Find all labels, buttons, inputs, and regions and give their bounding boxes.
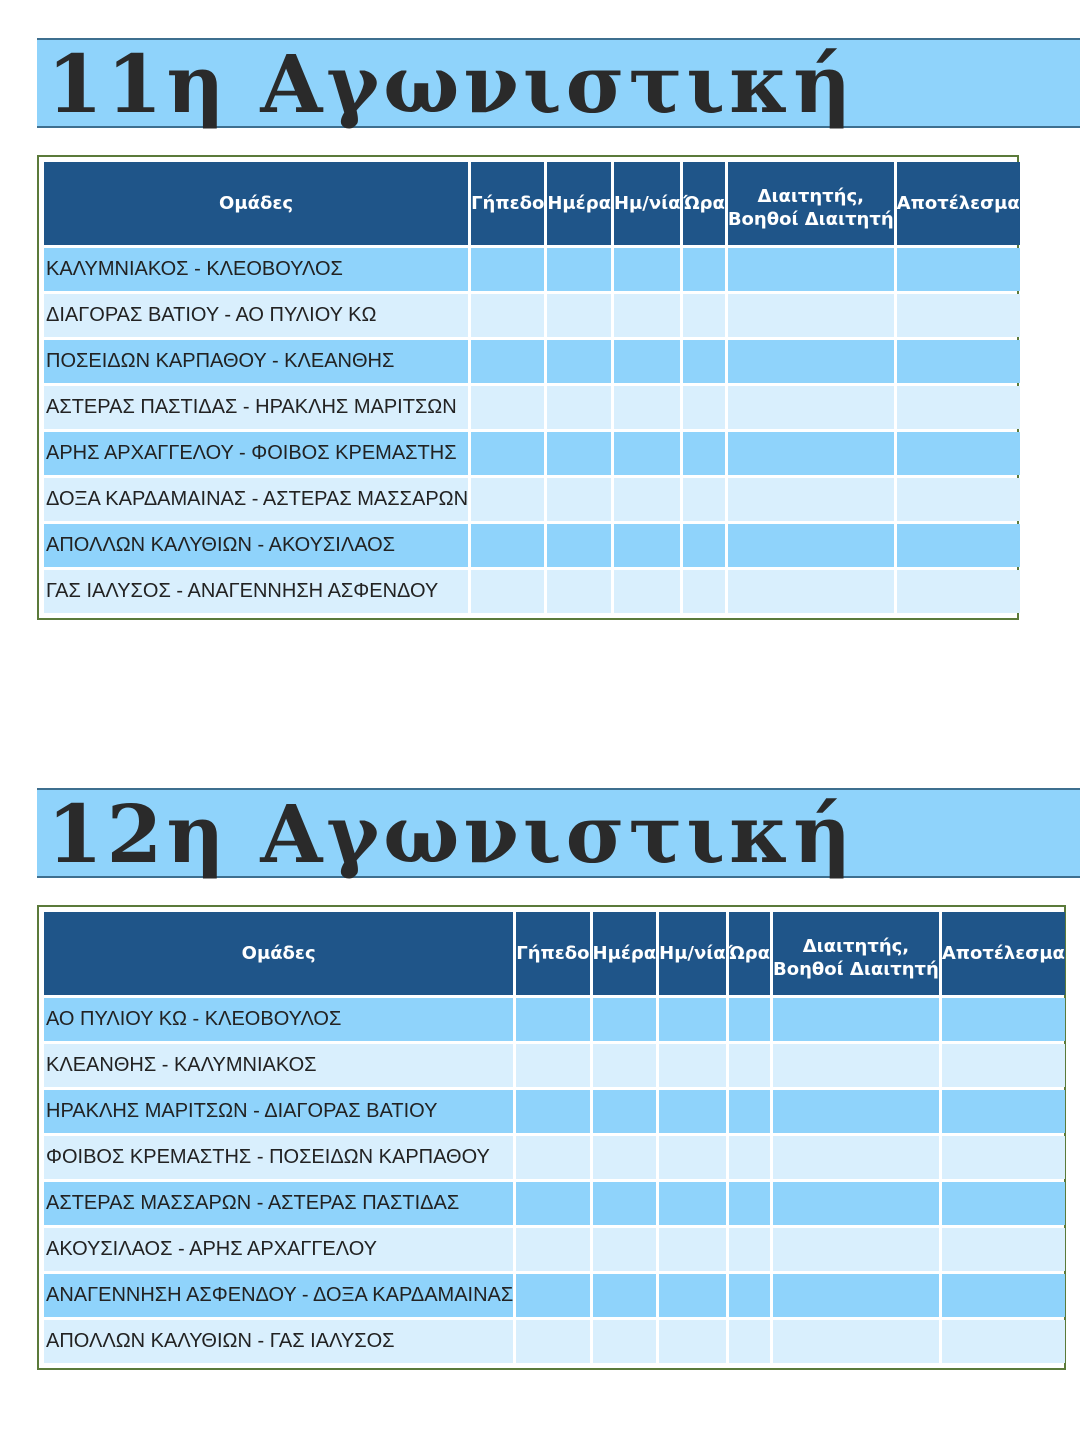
header-venue: Γήπεδο [471, 162, 544, 245]
time-cell [729, 1320, 770, 1363]
time-cell [729, 1228, 770, 1271]
time-cell [729, 998, 770, 1041]
date-cell [659, 1044, 726, 1087]
header-result: Αποτέλεσμα [897, 162, 1020, 245]
day-cell [547, 524, 611, 567]
venue-cell [516, 1136, 589, 1179]
header-referee-line2: Βοηθοί Διαιτητή [727, 208, 894, 230]
header-time: Ώρα [729, 912, 770, 995]
match-row [44, 1044, 1065, 1087]
header-day: Ημέρα [593, 912, 657, 995]
result-cell [942, 1182, 1065, 1225]
date-cell [614, 386, 681, 429]
result-cell [942, 1136, 1065, 1179]
match-row [44, 570, 1020, 613]
match-teams: ΑΣΤΕΡΑΣ ΠΑΣΤΙΔΑΣ - ΗΡΑΚΛΗΣ ΜΑΡΙΤΣΩΝ [44, 386, 468, 429]
header-venue: Γήπεδο [516, 912, 589, 995]
day-cell [547, 478, 611, 521]
day-cell [547, 248, 611, 291]
time-cell [683, 524, 724, 567]
match-row [44, 524, 1020, 567]
referee-cell [773, 1274, 939, 1317]
venue-cell [471, 478, 544, 521]
venue-cell [471, 524, 544, 567]
match-teams: ΔΟΞΑ ΚΑΡΔΑΜΑΙΝΑΣ - ΑΣΤΕΡΑΣ ΜΑΣΣΑΡΩΝ [44, 478, 468, 521]
time-cell [683, 386, 724, 429]
header-teams: Ομάδες [44, 912, 513, 995]
match-row [44, 248, 1020, 291]
header-referee-line1: Διαιτητής, [802, 935, 910, 957]
day-cell [593, 998, 657, 1041]
result-cell [897, 340, 1020, 383]
day-cell [593, 1320, 657, 1363]
match-row [44, 1274, 1065, 1317]
header-date: Ημ/νία [659, 912, 726, 995]
header-date: Ημ/νία [614, 162, 681, 245]
result-cell [897, 570, 1020, 613]
date-cell [614, 340, 681, 383]
result-cell [897, 432, 1020, 475]
header-time: Ώρα [683, 162, 724, 245]
round-11-banner [37, 37, 1080, 131]
venue-cell [471, 340, 544, 383]
venue-cell [516, 998, 589, 1041]
time-cell [729, 1136, 770, 1179]
match-teams: ΗΡΑΚΛΗΣ ΜΑΡΙΤΣΩΝ - ΔΙΑΓΟΡΑΣ ΒΑΤΙΟΥ [44, 1090, 513, 1133]
referee-cell [773, 1090, 939, 1133]
match-row [44, 478, 1020, 521]
header-row [44, 162, 1020, 245]
day-cell [547, 386, 611, 429]
referee-cell [773, 1320, 939, 1363]
date-cell [659, 1320, 726, 1363]
match-teams: ΑΠΟΛΛΩΝ ΚΑΛΥΘΙΩΝ - ΑΚΟΥΣΙΛΑΟΣ [44, 524, 468, 567]
match-row [44, 1228, 1065, 1271]
time-cell [729, 1044, 770, 1087]
header-teams: Ομάδες [44, 162, 468, 245]
match-teams: ΠΟΣΕΙΔΩΝ ΚΑΡΠΑΘΟΥ - ΚΛΕΑΝΘΗΣ [44, 340, 468, 383]
round-11-title: 11η Αγωνιστική [47, 37, 856, 131]
match-row [44, 1320, 1065, 1363]
date-cell [659, 1274, 726, 1317]
referee-cell [773, 998, 939, 1041]
result-cell [942, 998, 1065, 1041]
match-teams: ΑΡΗΣ ΑΡΧΑΓΓΕΛΟΥ - ΦΟΙΒΟΣ ΚΡΕΜΑΣΤΗΣ [44, 432, 468, 475]
header-referee-line1: Διαιτητής, [757, 185, 864, 207]
date-cell [659, 998, 726, 1041]
round-12-banner [37, 787, 1080, 881]
day-cell [593, 1044, 657, 1087]
result-cell [897, 294, 1020, 337]
result-cell [942, 1228, 1065, 1271]
day-cell [593, 1274, 657, 1317]
match-teams: ΚΑΛΥΜΝΙΑΚΟΣ - ΚΛΕΟΒΟΥΛΟΣ [44, 248, 468, 291]
match-row [44, 386, 1020, 429]
round-12-schedule-table [37, 905, 1066, 1370]
time-cell [729, 1274, 770, 1317]
match-row [44, 432, 1020, 475]
result-cell [942, 1320, 1065, 1363]
referee-cell [773, 1044, 939, 1087]
date-cell [659, 1090, 726, 1133]
referee-cell [728, 248, 894, 291]
day-cell [593, 1228, 657, 1271]
header-referees [773, 912, 939, 995]
date-cell [659, 1136, 726, 1179]
round-11-schedule-table [37, 155, 1019, 620]
venue-cell [516, 1228, 589, 1271]
venue-cell [471, 570, 544, 613]
date-cell [614, 524, 681, 567]
header-day: Ημέρα [547, 162, 611, 245]
match-teams: ΓΑΣ ΙΑΛΥΣΟΣ - ΑΝΑΓΕΝΝΗΣΗ ΑΣΦΕΝΔΟΥ [44, 570, 468, 613]
match-teams: ΦΟΙΒΟΣ ΚΡΕΜΑΣΤΗΣ - ΠΟΣΕΙΔΩΝ ΚΑΡΠΑΘΟΥ [44, 1136, 513, 1179]
header-referees [728, 162, 894, 245]
match-row [44, 1090, 1065, 1133]
date-cell [614, 248, 681, 291]
date-cell [614, 478, 681, 521]
venue-cell [516, 1090, 589, 1133]
day-cell [547, 570, 611, 613]
venue-cell [516, 1320, 589, 1363]
day-cell [593, 1090, 657, 1133]
time-cell [683, 478, 724, 521]
date-cell [659, 1182, 726, 1225]
venue-cell [471, 386, 544, 429]
time-cell [683, 570, 724, 613]
result-cell [942, 1274, 1065, 1317]
date-cell [614, 432, 681, 475]
match-row [44, 340, 1020, 383]
match-teams: ΑΚΟΥΣΙΛΑΟΣ - ΑΡΗΣ ΑΡΧΑΓΓΕΛΟΥ [44, 1228, 513, 1271]
match-row [44, 294, 1020, 337]
day-cell [593, 1182, 657, 1225]
time-cell [683, 294, 724, 337]
result-cell [897, 386, 1020, 429]
venue-cell [471, 248, 544, 291]
header-result: Αποτέλεσμα [942, 912, 1065, 995]
referee-cell [773, 1136, 939, 1179]
referee-cell [728, 340, 894, 383]
match-teams: ΚΛΕΑΝΘΗΣ - ΚΑΛΥΜΝΙΑΚΟΣ [44, 1044, 513, 1087]
referee-cell [728, 570, 894, 613]
day-cell [547, 294, 611, 337]
day-cell [547, 340, 611, 383]
result-cell [897, 524, 1020, 567]
match-teams: ΑΠΟΛΛΩΝ ΚΑΛΥΘΙΩΝ - ΓΑΣ ΙΑΛΥΣΟΣ [44, 1320, 513, 1363]
result-cell [897, 478, 1020, 521]
date-cell [614, 294, 681, 337]
venue-cell [516, 1182, 589, 1225]
match-row [44, 1182, 1065, 1225]
header-referee-line2: Βοηθοί Διαιτητή [773, 958, 939, 980]
referee-cell [728, 432, 894, 475]
time-cell [729, 1090, 770, 1133]
result-cell [942, 1044, 1065, 1087]
match-teams: ΔΙΑΓΟΡΑΣ ΒΑΤΙΟΥ - ΑΟ ΠΥΛΙΟΥ ΚΩ [44, 294, 468, 337]
time-cell [683, 248, 724, 291]
date-cell [659, 1228, 726, 1271]
referee-cell [728, 524, 894, 567]
venue-cell [471, 432, 544, 475]
round-12-title: 12η Αγωνιστική [47, 787, 856, 881]
header-row [44, 912, 1065, 995]
result-cell [897, 248, 1020, 291]
date-cell [614, 570, 681, 613]
match-row [44, 1136, 1065, 1179]
referee-cell [773, 1182, 939, 1225]
result-cell [942, 1090, 1065, 1133]
referee-cell [728, 386, 894, 429]
match-teams: ΑΝΑΓΕΝΝΗΣΗ ΑΣΦΕΝΔΟΥ - ΔΟΞΑ ΚΑΡΔΑΜΑΙΝΑΣ [44, 1274, 513, 1317]
referee-cell [728, 478, 894, 521]
referee-cell [773, 1228, 939, 1271]
time-cell [729, 1182, 770, 1225]
match-teams: ΑΟ ΠΥΛΙΟΥ ΚΩ - ΚΛΕΟΒΟΥΛΟΣ [44, 998, 513, 1041]
day-cell [593, 1136, 657, 1179]
match-teams: ΑΣΤΕΡΑΣ ΜΑΣΣΑΡΩΝ - ΑΣΤΕΡΑΣ ΠΑΣΤΙΔΑΣ [44, 1182, 513, 1225]
venue-cell [471, 294, 544, 337]
day-cell [547, 432, 611, 475]
referee-cell [728, 294, 894, 337]
time-cell [683, 340, 724, 383]
match-row [44, 998, 1065, 1041]
venue-cell [516, 1274, 589, 1317]
venue-cell [516, 1044, 589, 1087]
time-cell [683, 432, 724, 475]
